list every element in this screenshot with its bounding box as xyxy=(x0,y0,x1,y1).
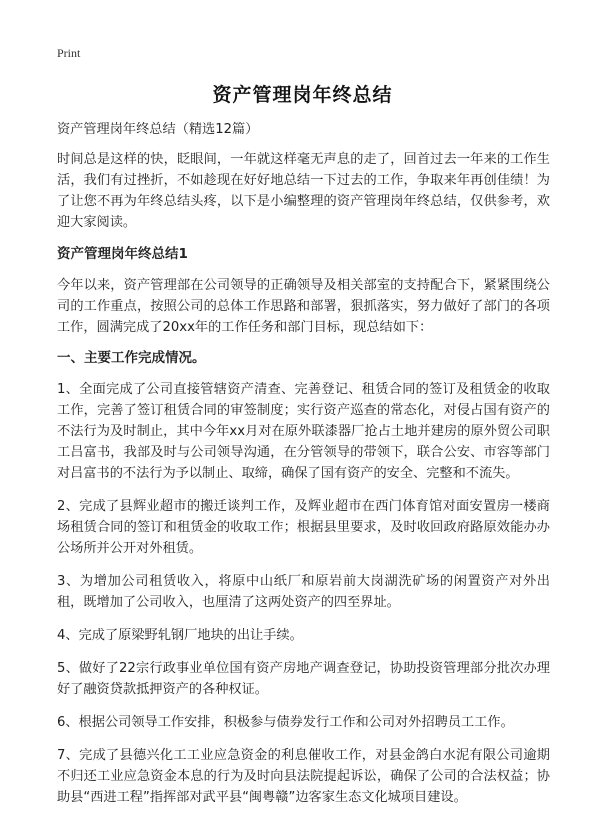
document-subtitle: 资产管理岗年终总结（精选12篇） xyxy=(57,122,259,137)
subheading: 一、主要工作完成情况。 xyxy=(57,350,206,366)
print-link[interactable]: Print xyxy=(57,46,81,60)
list-item: 4、完成了原梁野轧钢厂地块的出让手续。 xyxy=(57,628,303,643)
page-title: 资产管理岗年终总结 xyxy=(212,84,393,106)
list-item: 7、完成了县德兴化工工业应急资金的利息催收工作，对县金鸽白水泥有限公司逾期不归还工业应急资金本息的行为及时向县法院提起诉讼，确保了公司的合法权益；协助县“西进工程”指挥部对武平县“闽粤赣”边客家生态文化城项目建设。 xyxy=(57,748,550,805)
list-item: 3、为增加公司租赁收入，将原中山纸厂和原岩前大岗湖洗矿场的闲置资产对外出租，既增加了公司收入，也厘清了这两处资产的四至界址。 xyxy=(57,574,550,610)
list-item: 1、全面完成了公司直接管辖资产清查、完善登记、租赁合同的签订及租赁金的收取工作，完善了签订租赁合同的审签制度；实行资产巡查的常态化，对侵占国有资产的不法行为及时制止，其中今年xx月对在原外联漆器厂抢占土地并建房的原外贸公司职工吕富书，我部及时与公司领导沟通，在分管领导的带领下，联合公安、市容等部门对吕富书的不法行为予以制止、取缔，确保了国有资产的安全、完整和不流失。 xyxy=(57,382,550,481)
document-body xyxy=(57,119,550,820)
list-item: 6、根据公司领导工作安排，积极参与债券发行工作和公司对外招聘员工工作。 xyxy=(57,715,514,730)
section-heading: 资产管理岗年终总结1 xyxy=(57,246,188,262)
list-item: 5、做好了22宗行政事业单位国有资产房地产调查登记，协助投资管理部分批次办理好了融资贷款抵押资产的各种权证。 xyxy=(57,661,550,697)
list-item: 2、完成了县辉业超市的搬迁谈判工作，及辉业超市在西门体育馆对面安置房一楼商场租赁合同的签订和租赁金的收取工作；根据县里要求，及时收回政府路原效能办办公场所并公开对外租赁。 xyxy=(57,499,550,556)
intro-paragraph: 时间总是这样的快，眨眼间，一年就这样毫无声息的走了，回首过去一年来的工作生活，我们有过挫折，不如趁现在好好地总结一下过去的工作，争取来年再创佳绩！为了让您不再为年终总结头疼，以下是小编整理的资产管理岗年终总结，仅供参考，欢迎大家阅读。 xyxy=(57,152,550,230)
section-intro-paragraph: 今年以来，资产管理部在公司领导的正确领导及相关部室的支持配合下，紧紧围绕公司的工作重点，按照公司的总体工作思路和部署，狠抓落实，努力做好了部门的各项工作，圆满完成了20xx年的工作任务和部门目标，现总结如下： xyxy=(57,278,550,335)
